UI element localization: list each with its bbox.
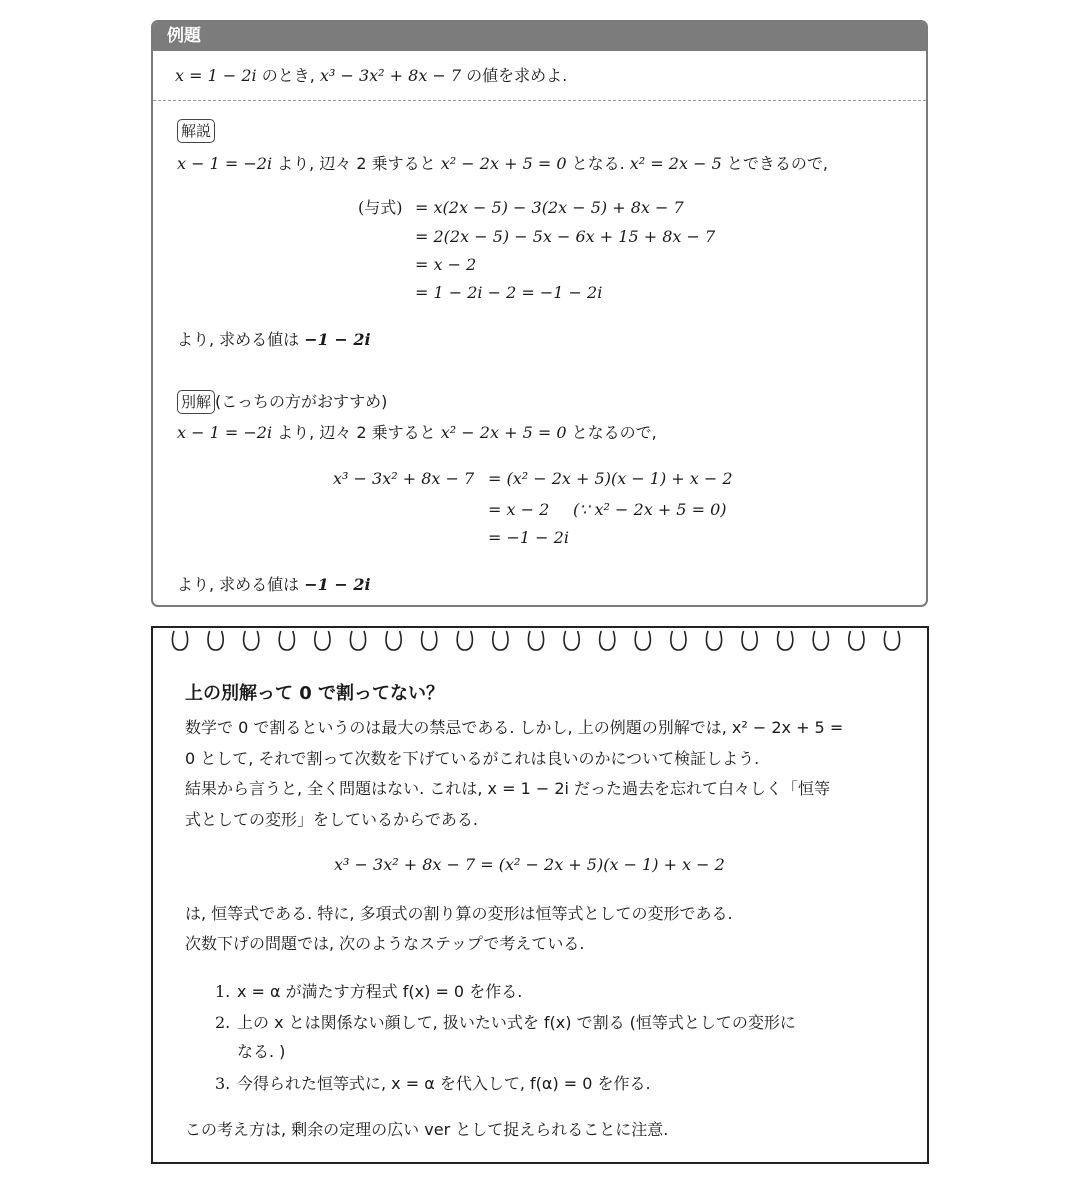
spiral-ring [635, 631, 650, 650]
betsukai-eq-1: x − 1 = −2i [177, 423, 273, 442]
note-p2-line2: 式としての変形」をしているからである. [185, 810, 478, 829]
note-title: 上の別解って 0 で割ってない？ [185, 683, 445, 704]
note-box [151, 626, 929, 1164]
spiral-ring [208, 631, 223, 650]
example-header: 例題 [153, 22, 926, 51]
note-p2-line1: 結果から言うと, 全く問題はない. これは, x = 1 − 2i だった過去を忘れて白々しく「恒等 [185, 779, 831, 798]
problem-text-1: のとき, [256, 66, 320, 85]
kaisetsu-text-2: となる. [566, 154, 630, 173]
spiral-ring [884, 631, 899, 650]
spiral-ring [350, 631, 365, 650]
betsukai-label: 別解 [177, 390, 215, 414]
spiral-ring [564, 631, 579, 650]
step-3-number: 3. [215, 1074, 231, 1093]
spiral-ring [386, 631, 401, 650]
spiral-ring [422, 631, 437, 650]
problem-expr: x³ − 3x² + 8x − 7 [319, 66, 462, 85]
note-p1-line1: 数学で 0 で割るというのは最大の禁忌である. しかし, 上の例題の別解では, x² − 2x + 5 = [185, 718, 844, 737]
problem-eq: x = 1 − 2i [175, 66, 257, 85]
step-3-text: 今得られた恒等式に, x = α を代入して, f(α) = 0 を作る. [237, 1074, 651, 1093]
betsukai-eq-2: x² − 2x + 5 = 0 [440, 423, 567, 442]
spiral-ring [742, 631, 757, 650]
betsukai-text-2: となるので, [566, 423, 657, 442]
spiral-ring [493, 631, 508, 650]
betsukai-because: (∵ x² − 2x + 5 = 0) [573, 500, 727, 519]
note-p1-line2: 0 として, それで割って次数を下げているがこれは良いのかについて検証しよう. [185, 749, 760, 768]
spiral-ring [172, 631, 187, 650]
kaisetsu-label-row [177, 119, 215, 143]
kaisetsu-text-1: より, 辺々 2 乗すると [272, 154, 441, 173]
kaisetsu-answer-row [177, 330, 371, 350]
kaisetsu-label: 解説 [177, 119, 215, 143]
betsukai-step-3: = −1 − 2i [488, 528, 569, 547]
kaisetsu-step-2: = 2(2x − 5) − 5x − 6x + 15 + 8x − 7 [415, 227, 716, 246]
kaisetsu-step-3: = x − 2 [415, 255, 477, 274]
spiral-ring [849, 631, 864, 650]
betsukai-answer-text: より, 求める値は [177, 575, 305, 594]
spiral-ring [244, 631, 259, 650]
kaisetsu-lhs: (与式) [358, 198, 403, 217]
kaisetsu-eq-3: x² = 2x − 5 [629, 154, 722, 173]
spiral-ring [600, 631, 615, 650]
spiral-ring [528, 631, 543, 650]
spiral-ring [457, 631, 472, 650]
step-1-text: x = α が満たす方程式 f(x) = 0 を作る. [237, 982, 523, 1001]
betsukai-label-row [177, 390, 387, 414]
note-p3-line2: 次数下げの問題では, 次のようなステップで考えている. [185, 934, 585, 953]
kaisetsu-eq-1: x − 1 = −2i [177, 154, 273, 173]
kaisetsu-eq-2: x² − 2x + 5 = 0 [440, 154, 567, 173]
example-box [151, 20, 928, 607]
step-2-text-cont: なる. ) [237, 1042, 286, 1061]
kaisetsu-step-1: = x(2x − 5) − 3(2x − 5) + 8x − 7 [415, 198, 684, 217]
spiral-ring [315, 631, 330, 650]
spiral-rings [153, 628, 927, 658]
kaisetsu-answer-text: より, 求める値は [177, 330, 305, 349]
kaisetsu-text-3: とできるので, [721, 154, 828, 173]
kaisetsu-step-4: = 1 − 2i − 2 = −1 − 2i [415, 283, 603, 302]
spiral-ring [279, 631, 294, 650]
note-closing: この考え方は, 剰余の定理の広い ver として捉えられることに注意. [185, 1120, 669, 1139]
betsukai-intro [177, 423, 657, 443]
spiral-ring [813, 631, 828, 650]
step-1-number: 1. [215, 982, 231, 1001]
note-identity: x³ − 3x² + 8x − 7 = (x² − 2x + 5)(x − 1) + x − 2 [334, 855, 725, 874]
betsukai-answer: −1 − 2i [304, 575, 371, 594]
spiral-ring [706, 631, 721, 650]
betsukai-answer-row [177, 575, 371, 595]
problem-text-2: の値を求めよ. [461, 66, 568, 85]
betsukai-step-1: = (x² − 2x + 5)(x − 1) + x − 2 [488, 469, 733, 488]
step-2-number: 2. [215, 1013, 231, 1032]
step-2-text: 上の x とは関係ない顔して, 扱いたい式を f(x) で割る (恒等式としての変形に [237, 1013, 796, 1032]
betsukai-step-2: = x − 2 [488, 500, 550, 519]
betsukai-text-1: より, 辺々 2 乗すると [272, 423, 441, 442]
betsukai-lhs: x³ − 3x² + 8x − 7 [333, 469, 475, 488]
note-p3-line1: は, 恒等式である. 特に, 多項式の割り算の変形は恒等式としての変形である. [185, 904, 733, 923]
dashed-divider [153, 100, 926, 101]
betsukai-label-note: (こっちの方がおすすめ) [215, 392, 388, 411]
kaisetsu-intro [177, 154, 828, 174]
spiral-ring [778, 631, 793, 650]
kaisetsu-answer: −1 − 2i [304, 330, 371, 349]
spiral-ring [671, 631, 686, 650]
problem-statement [175, 66, 567, 86]
